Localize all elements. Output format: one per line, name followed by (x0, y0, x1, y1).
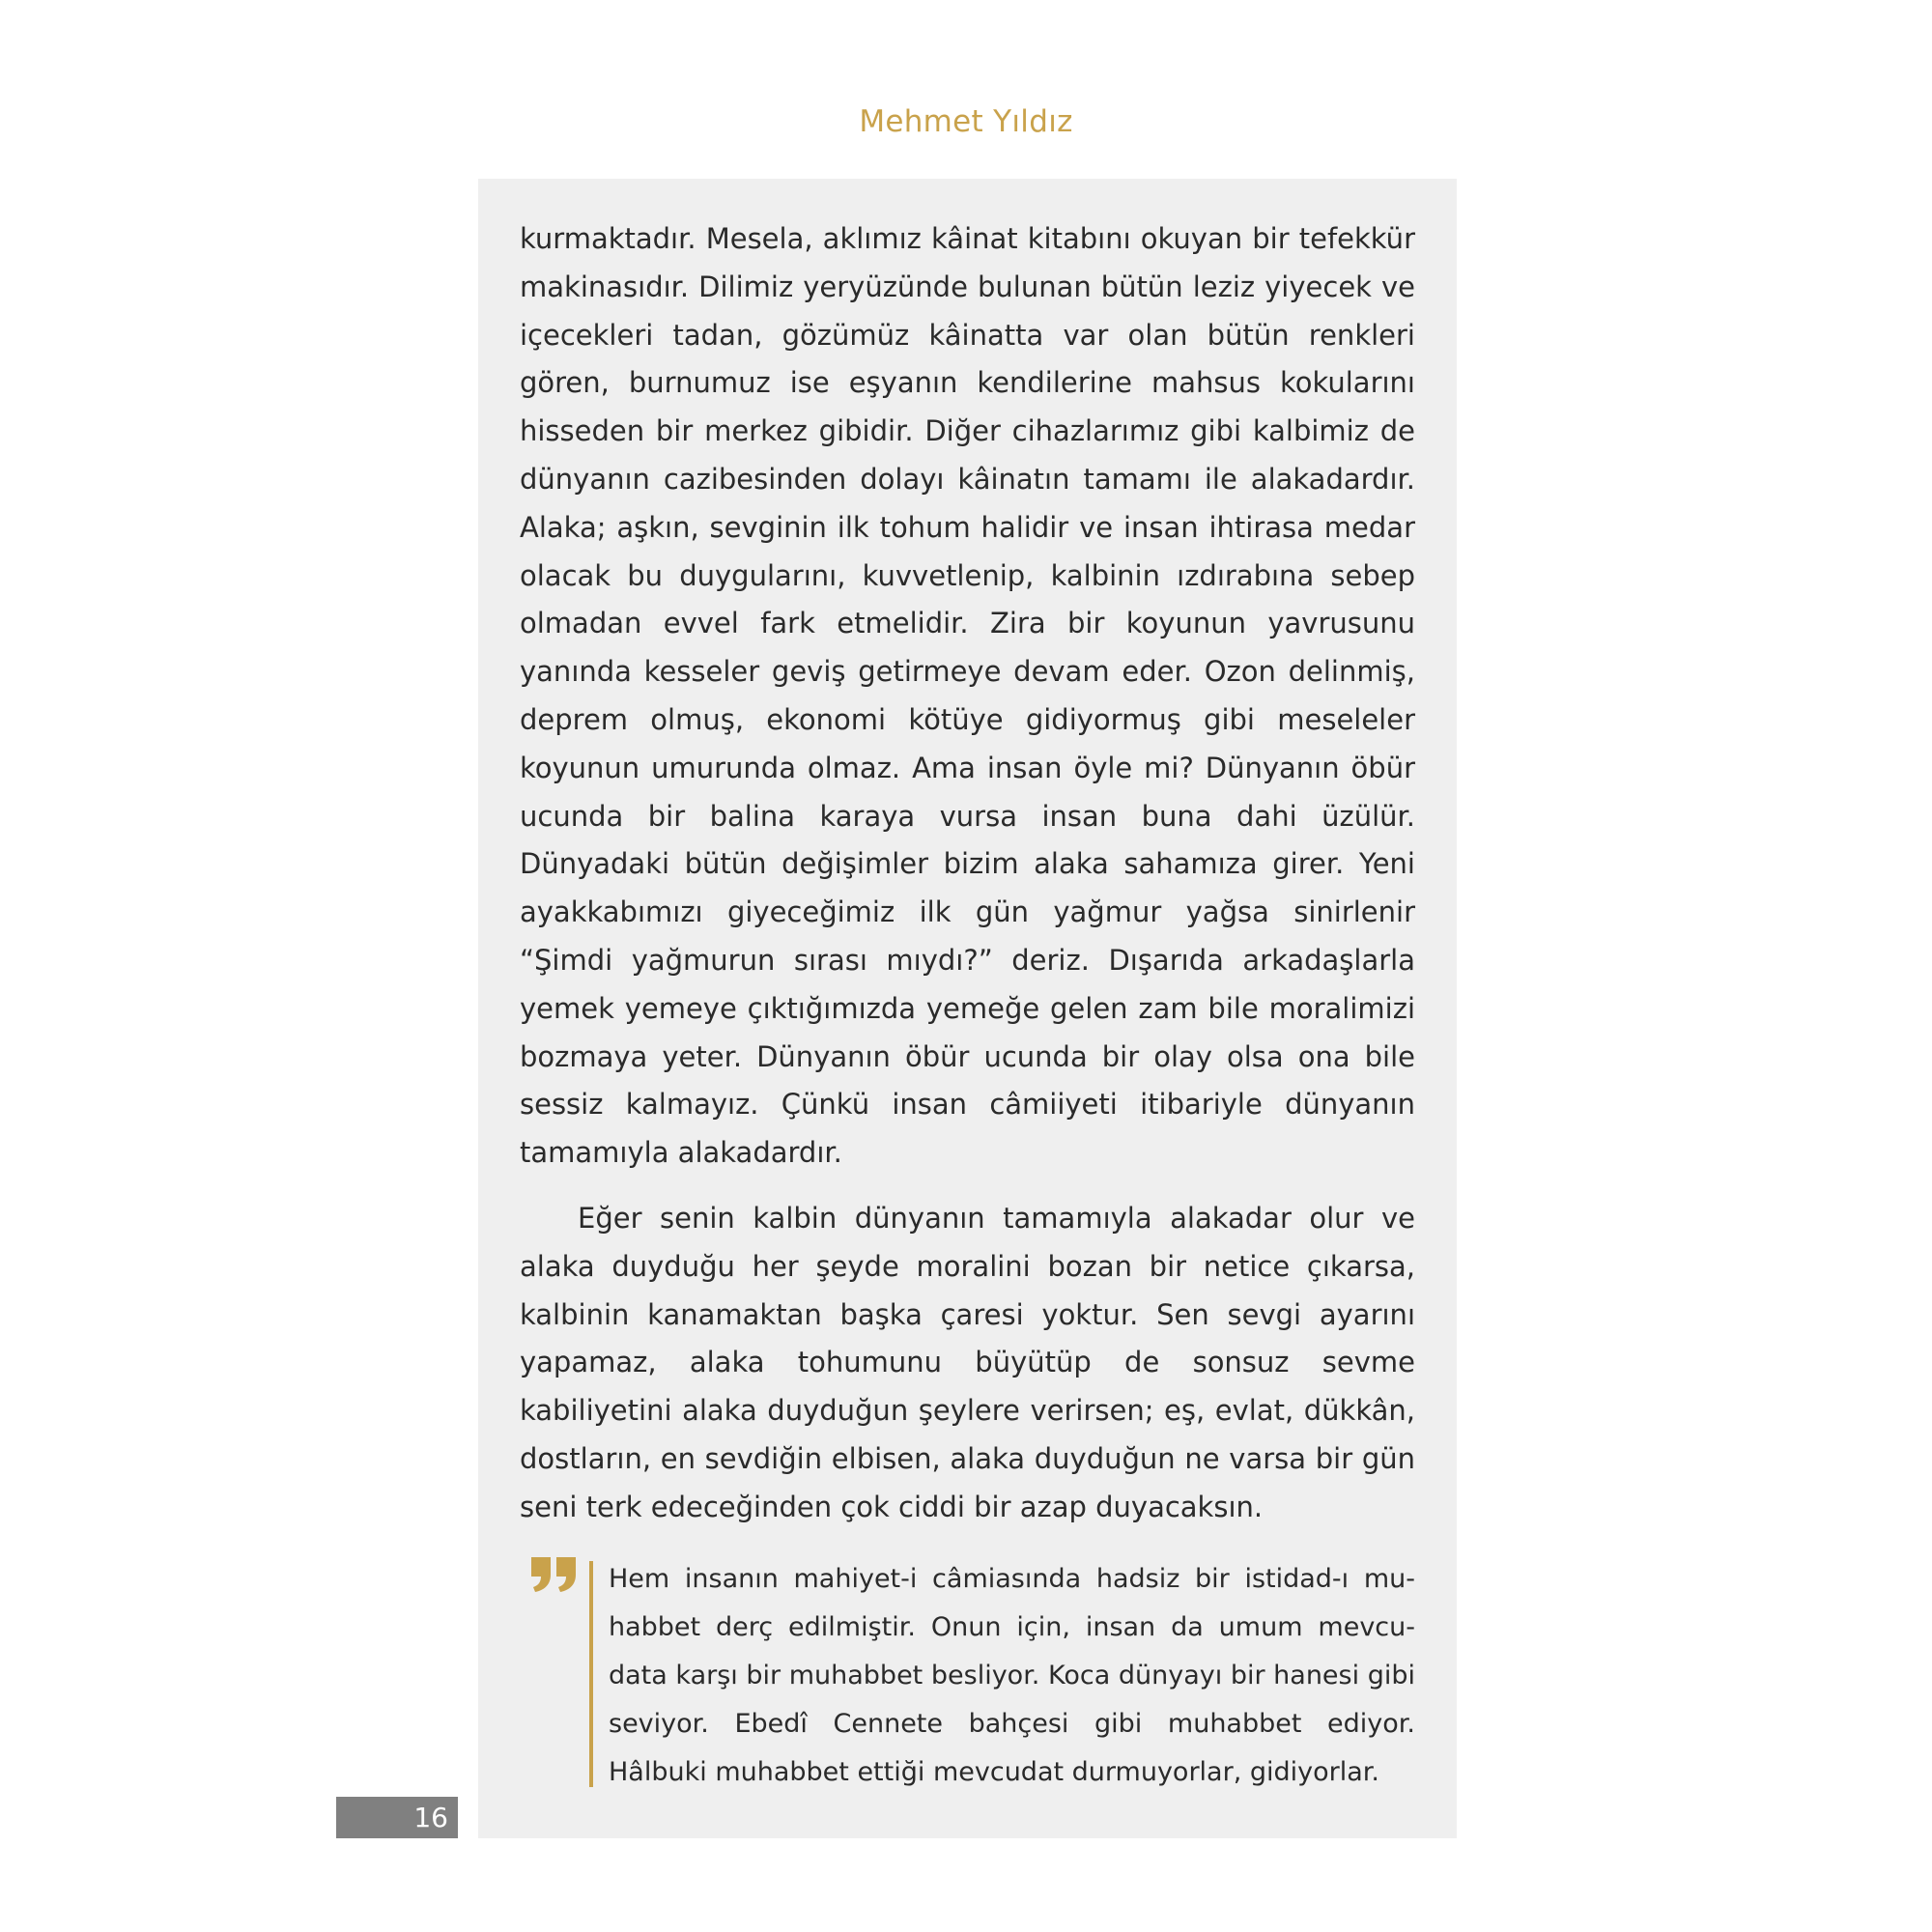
quote-text: Hem insanın mahiyet-i câmiasında hadsiz bir istidad-ı mu-habbet derç edilmiştir. Onun için, insan da umum mevcu-data karşı bir muhabbet besliyor. Koca dünyayı bir hanesi gibi seviyor. Ebedî Cennete bahçesi gibi muhabbet ediyor. Hâlbuki muhabbet ettiği mevcudat durmuyorlar, gidiyorlar. (609, 1564, 1415, 1787)
quote-divider (589, 1561, 593, 1787)
content-panel (478, 179, 1457, 1838)
paragraph-2: Eğer senin kalbin dünyanın tamamıyla alakadar olur ve alaka duyduğu her şeyde moralini bozan bir netice çıkarsa, kalbinin kanamaktan başka çaresi yoktur. Sen sevgi ayarını yapamaz, alaka tohumunu büyütüp de sonsuz sevme kabiliyetini alaka duyduğun şeylere verirsen; eş, evlat, dükkân, dostların, en sevdiğin elbisen, alaka duyduğun ne varsa bir gün seni terk edeceğinden çok ciddi bir azap duyacaksın. (520, 1201, 1415, 1523)
blockquote (520, 1555, 1415, 1787)
body-text (520, 215, 1415, 1549)
page-number: 16 (336, 1797, 458, 1838)
author-header: Mehmet Yıldız (859, 104, 1073, 139)
paragraph-1: kurmaktadır. Mesela, aklımız kâinat kitabını okuyan bir tefekkür makinasıdır. Dilimiz yeryüzünde bulunan bütün leziz yiyecek ve içecekleri tadan, gözümüz kâinatta var olan bütün renkleri gören, burnumuz ise eşyanın kendilerine mahsus kokularını hisseden bir merkez gibidir. Diğer cihazlarımız gibi kalbimiz de dünyanın cazibesinden dolayı kâinatın tamamı ile alakadardır. Alaka; aşkın, sevginin ilk tohum halidir ve insan ihtirasa medar olacak bu duygularını, kuvvetlenip, kalbinin ızdırabına sebep olmadan evvel fark etmelidir. Zira bir koyunun yavrusunu yanında kesseler geviş getirmeye devam eder. Ozon delinmiş, deprem olmuş, ekonomi kötüye gidiyormuş gibi meseleler koyunun umurunda olmaz. Ama insan öyle mi? Dünyanın öbür ucunda bir balina karaya vursa insan buna dahi üzülür. Dünyadaki bütün değişimler bizim alaka sahamıza girer. Yeni ayakkabımızı giyeceğimiz ilk gün yağmur yağsa sinirlenir “Şimdi yağmurun sırası mıydı?” deriz. Dışarıda arkadaşlarla yemek yemeye çıktığımızda yemeğe gelen zam bile moralimizi bozmaya yeter. Dünyanın öbür ucunda bir olay olsa ona bile sessiz kalmayız. Çünkü insan câmiiyeti itibariyle dünyanın tamamıyla alakadardır. (520, 222, 1415, 1170)
quote-mark-icon (529, 1555, 580, 1594)
